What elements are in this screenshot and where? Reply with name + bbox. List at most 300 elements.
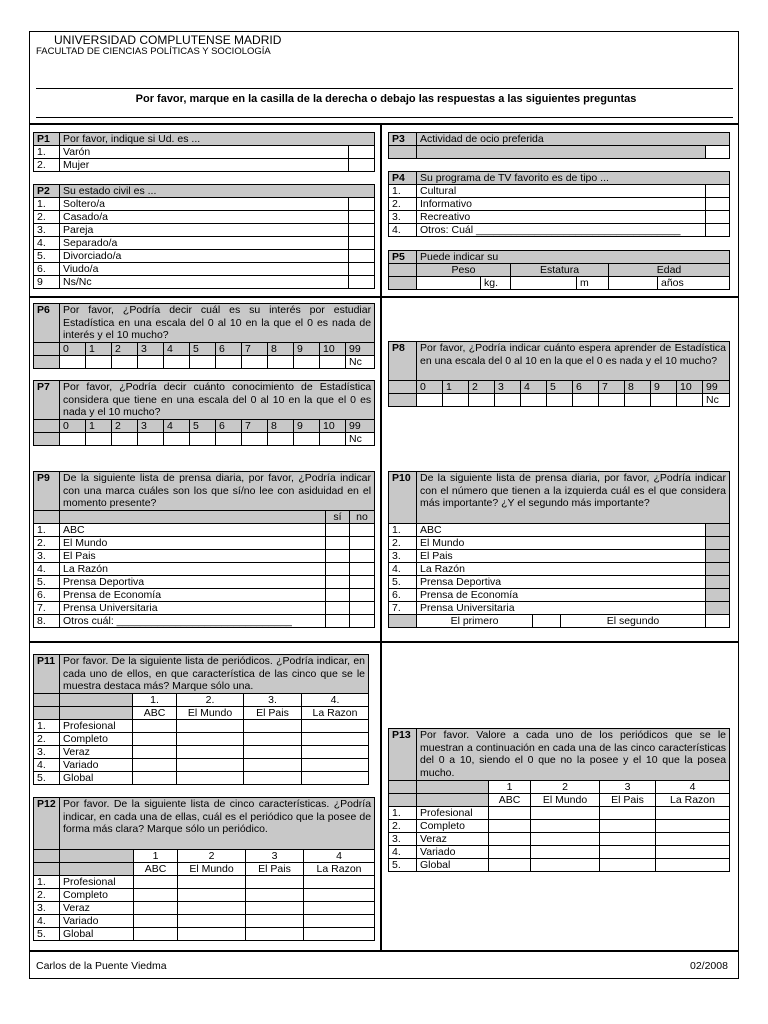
nc-box[interactable]: Nc — [703, 394, 730, 407]
column-header: El Mundo — [531, 794, 600, 807]
row-label: Global — [60, 772, 133, 785]
row-number: 2. — [34, 733, 60, 746]
option-label: Separado/a — [60, 237, 349, 250]
answer-cell[interactable] — [489, 846, 531, 859]
question-id: P7 — [34, 381, 60, 420]
answer-cell[interactable] — [244, 759, 302, 772]
column-number: 4 — [656, 781, 730, 794]
scale-box[interactable] — [60, 433, 86, 446]
scale-label: 3 — [495, 381, 521, 394]
second-choice-box[interactable] — [706, 615, 730, 628]
answer-cell[interactable] — [134, 889, 178, 902]
scale-box[interactable] — [216, 433, 242, 446]
question-id: P1 — [34, 133, 60, 146]
option-label: El Mundo — [417, 537, 706, 550]
table-row — [34, 746, 369, 759]
column-header: El Pais — [246, 863, 304, 876]
list-item — [34, 615, 375, 628]
answer-cell[interactable] — [244, 772, 302, 785]
answer-cell[interactable] — [177, 772, 244, 785]
answer-cell[interactable] — [246, 915, 304, 928]
answer-cell[interactable] — [246, 928, 304, 941]
edad-input[interactable] — [609, 277, 658, 290]
scale-box[interactable] — [268, 433, 294, 446]
answer-cell[interactable] — [531, 820, 600, 833]
answer-cell[interactable] — [302, 772, 369, 785]
scale-box[interactable] — [294, 356, 320, 369]
option-label: Soltero/a — [60, 198, 349, 211]
scale-label: 0 — [60, 420, 86, 433]
scale-label: 2 — [112, 420, 138, 433]
option-number: 3. — [34, 224, 60, 237]
option-row — [34, 263, 375, 276]
footer-date: 02/2008 — [690, 960, 728, 972]
yes-box[interactable] — [326, 576, 350, 589]
question-text: Por favor. Valore a cada uno de los periódicos que se le muestran a continuación en cada una de las cinco características del 0 a 10, siendo el 0 que no la posee y el 10 que la posea mucho. — [417, 729, 730, 781]
option-row — [34, 224, 375, 237]
option-number: 5. — [34, 250, 60, 263]
answer-box[interactable] — [349, 263, 375, 276]
scale-box[interactable] — [216, 356, 242, 369]
table-row — [34, 928, 375, 941]
question-id: P12 — [34, 798, 60, 850]
scale-label: 6 — [216, 420, 242, 433]
row-number: 1. — [389, 807, 417, 820]
edad-header: Edad — [609, 264, 730, 277]
list-item — [34, 589, 375, 602]
answer-cell[interactable] — [600, 859, 656, 872]
answer-cell[interactable] — [134, 915, 178, 928]
scale-label: 1 — [86, 343, 112, 356]
answer-cell[interactable] — [177, 746, 244, 759]
yes-header: sí — [326, 511, 350, 524]
answer-cell[interactable] — [177, 759, 244, 772]
column-number: 1 — [134, 850, 178, 863]
answer-box[interactable] — [349, 224, 375, 237]
option-label: Prensa Universitaria — [60, 602, 326, 615]
question-text: Su programa de TV favorito es de tipo ... — [417, 172, 730, 185]
answer-cell[interactable] — [134, 902, 178, 915]
answer-box[interactable] — [349, 250, 375, 263]
yes-box[interactable] — [326, 589, 350, 602]
answer-box[interactable] — [706, 198, 730, 211]
question-p9 — [33, 471, 375, 628]
option-label: El Mundo — [60, 537, 326, 550]
scale-label: 7 — [242, 420, 268, 433]
option-label: El Pais — [417, 550, 706, 563]
answer-cell[interactable] — [600, 807, 656, 820]
scale-label: 9 — [294, 420, 320, 433]
answer-cell[interactable] — [133, 720, 177, 733]
answer-cell[interactable] — [531, 807, 600, 820]
answer-box[interactable] — [349, 146, 375, 159]
option-number: 5. — [34, 576, 60, 589]
table-row — [34, 772, 369, 785]
answer-cell[interactable] — [656, 807, 730, 820]
row-label: Veraz — [60, 902, 134, 915]
row-number: 1. — [34, 720, 60, 733]
answer-cell[interactable] — [246, 902, 304, 915]
scale-box[interactable] — [190, 433, 216, 446]
option-label: Prensa Universitaria — [417, 602, 706, 615]
no-box[interactable] — [350, 576, 375, 589]
answer-box[interactable] — [706, 146, 730, 159]
list-item — [34, 576, 375, 589]
table-row — [34, 902, 375, 915]
question-p12 — [33, 797, 375, 941]
nc-box[interactable]: Nc — [346, 433, 375, 446]
scale-label: 6 — [573, 381, 599, 394]
scale-answer-row — [389, 394, 730, 407]
scale-box[interactable] — [469, 394, 495, 407]
scale-box[interactable] — [242, 356, 268, 369]
answer-cell[interactable] — [600, 820, 656, 833]
option-label: Pareja — [60, 224, 349, 237]
list-item — [389, 550, 730, 563]
question-p6 — [33, 303, 375, 369]
scale-box[interactable] — [320, 356, 346, 369]
question-text: Su estado civil es ... — [60, 185, 375, 198]
answer-cell[interactable] — [177, 720, 244, 733]
yes-box[interactable] — [326, 602, 350, 615]
answer-cell[interactable] — [489, 807, 531, 820]
yes-box[interactable] — [326, 563, 350, 576]
column-divider — [380, 124, 382, 950]
answer-cell[interactable] — [244, 746, 302, 759]
answer-cell[interactable] — [302, 759, 369, 772]
column-number: 4 — [304, 850, 375, 863]
unit-anos: años — [658, 277, 730, 290]
scale-box[interactable] — [599, 394, 625, 407]
scale-label: 10 — [677, 381, 703, 394]
scale-label: 0 — [60, 343, 86, 356]
question-id: P9 — [34, 472, 60, 511]
option-label: La Razón — [417, 563, 706, 576]
scale-label: 99 — [346, 420, 375, 433]
column-number: 3. — [244, 694, 302, 707]
instruction: Por favor, marque en la casilla de la derecha o debajo las respuestas a las siguientes preguntas — [135, 93, 637, 105]
row-number: 5. — [389, 859, 417, 872]
table-row — [389, 846, 730, 859]
scale-box[interactable] — [268, 356, 294, 369]
option-label: Divorciado/a — [60, 250, 349, 263]
option-number: 3. — [389, 550, 417, 563]
column-header: La Razon — [304, 863, 375, 876]
column-number: 1. — [133, 694, 177, 707]
option-label: Mujer — [60, 159, 349, 172]
scale-box[interactable] — [164, 356, 190, 369]
option-number: 1. — [389, 524, 417, 537]
option-number: 1. — [34, 146, 60, 159]
answer-cell[interactable] — [656, 820, 730, 833]
divider — [36, 117, 733, 118]
scale-label: 6 — [216, 343, 242, 356]
question-text: De la siguiente lista de prensa diaria, por favor, ¿Podría indicar con una marca cuáles son los que sí/no lee con asiduidad en el momento presente? — [60, 472, 375, 511]
option-row — [34, 159, 375, 172]
no-box[interactable] — [350, 602, 375, 615]
answer-cell[interactable] — [304, 902, 375, 915]
table-row — [389, 833, 730, 846]
row-label: Veraz — [417, 833, 489, 846]
question-text: Por favor, ¿Podría indicar cuánto espera aprender de Estadística en una escala del 0 al 10 en la que el 0 es nada y el 10 mucho? — [417, 342, 730, 381]
nc-box[interactable]: Nc — [346, 356, 375, 369]
question-p10 — [388, 471, 730, 628]
scale-box[interactable] — [112, 433, 138, 446]
scale-box[interactable] — [417, 394, 443, 407]
answer-cell[interactable] — [133, 746, 177, 759]
option-label: Ns/Nc — [60, 276, 349, 289]
option-label: Cultural — [417, 185, 706, 198]
answer-cell[interactable] — [489, 859, 531, 872]
answer-cell[interactable] — [133, 772, 177, 785]
yes-box[interactable] — [326, 550, 350, 563]
option-row — [389, 224, 730, 237]
answer-cell[interactable] — [304, 876, 375, 889]
scale-box[interactable] — [547, 394, 573, 407]
answer-cell[interactable] — [177, 733, 244, 746]
answer-cell[interactable] — [246, 876, 304, 889]
answer-cell[interactable] — [489, 833, 531, 846]
list-item — [389, 537, 730, 550]
list-item — [34, 602, 375, 615]
scale-label: 8 — [625, 381, 651, 394]
question-id: P11 — [34, 655, 60, 694]
no-header: no — [350, 511, 375, 524]
scale-label: 8 — [268, 420, 294, 433]
answer-cell[interactable] — [656, 846, 730, 859]
option-number: 7. — [389, 602, 417, 615]
option-number: 2. — [34, 159, 60, 172]
scale-box[interactable] — [138, 433, 164, 446]
option-label: Recreativo — [417, 211, 706, 224]
answer-cell[interactable] — [244, 720, 302, 733]
scale-label: 2 — [469, 381, 495, 394]
option-label: Prensa Deportiva — [417, 576, 706, 589]
answer-cell[interactable] — [134, 876, 178, 889]
section-divider — [30, 123, 738, 125]
question-p3 — [388, 132, 730, 159]
yes-box[interactable] — [326, 524, 350, 537]
option-number: 4. — [34, 237, 60, 250]
row-number: 2. — [34, 889, 60, 902]
answer-box[interactable] — [706, 185, 730, 198]
question-p5 — [388, 250, 730, 290]
answer-box[interactable] — [706, 211, 730, 224]
answer-cell[interactable] — [302, 746, 369, 759]
row-number: 4. — [34, 759, 60, 772]
option-number: 4. — [389, 563, 417, 576]
option-number: 6. — [34, 263, 60, 276]
option-number: 1. — [34, 524, 60, 537]
row-number: 5. — [34, 928, 60, 941]
section-divider — [30, 641, 738, 643]
peso-input[interactable] — [417, 277, 481, 290]
option-number: 2. — [389, 198, 417, 211]
list-item — [389, 602, 730, 615]
no-box[interactable] — [350, 524, 375, 537]
list-item — [389, 576, 730, 589]
scale-box[interactable] — [521, 394, 547, 407]
answer-cell[interactable] — [178, 902, 246, 915]
yes-box[interactable] — [326, 537, 350, 550]
no-box[interactable] — [350, 589, 375, 602]
question-id: P6 — [34, 304, 60, 343]
row-label: Completo — [60, 733, 133, 746]
list-item — [389, 524, 730, 537]
row-number: 4. — [389, 846, 417, 859]
option-row — [34, 211, 375, 224]
table-row — [34, 720, 369, 733]
answer-cell[interactable] — [133, 733, 177, 746]
answer-cell[interactable] — [304, 915, 375, 928]
no-box[interactable] — [350, 615, 375, 628]
list-item — [34, 524, 375, 537]
answer-cell[interactable] — [531, 833, 600, 846]
answer-cell[interactable] — [302, 720, 369, 733]
option-row — [34, 276, 375, 289]
answer-cell[interactable] — [246, 889, 304, 902]
section-divider — [30, 950, 738, 952]
option-label: Otros cuál: ______________________________ — [60, 615, 326, 628]
table-row — [389, 807, 730, 820]
option-label: ABC — [417, 524, 706, 537]
option-number: 9 — [34, 276, 60, 289]
table-row — [389, 820, 730, 833]
question-id: P3 — [389, 133, 417, 146]
list-item — [34, 537, 375, 550]
answer-cell[interactable] — [656, 859, 730, 872]
column-header: La Razon — [656, 794, 730, 807]
scale-box[interactable] — [86, 433, 112, 446]
scale-label: 9 — [294, 343, 320, 356]
answer-cell[interactable] — [600, 846, 656, 859]
scale-box[interactable] — [495, 394, 521, 407]
scale-label: 7 — [599, 381, 625, 394]
scale-label: 4 — [164, 420, 190, 433]
scale-box[interactable] — [625, 394, 651, 407]
first-choice-box[interactable] — [533, 615, 561, 628]
option-label: Casado/a — [60, 211, 349, 224]
answer-box[interactable] — [349, 211, 375, 224]
scale-label: 3 — [138, 420, 164, 433]
scale-box[interactable] — [443, 394, 469, 407]
answer-cell[interactable] — [489, 820, 531, 833]
option-label: La Razón — [60, 563, 326, 576]
no-box[interactable] — [350, 550, 375, 563]
scale-label: 5 — [190, 343, 216, 356]
scale-label: 10 — [320, 420, 346, 433]
option-number: 1. — [389, 185, 417, 198]
question-p8 — [388, 341, 730, 407]
column-number: 4. — [302, 694, 369, 707]
list-item — [389, 563, 730, 576]
scale-box[interactable] — [112, 356, 138, 369]
answer-cell[interactable] — [178, 915, 246, 928]
second-label: El segundo — [561, 615, 706, 628]
table-row — [34, 876, 375, 889]
scale-box[interactable] — [60, 356, 86, 369]
answer-box[interactable] — [349, 159, 375, 172]
row-number: 5. — [34, 772, 60, 785]
scale-label: 7 — [242, 343, 268, 356]
answer-cell[interactable] — [304, 928, 375, 941]
question-id: P10 — [389, 472, 417, 524]
scale-label: 3 — [138, 343, 164, 356]
option-row — [34, 237, 375, 250]
university-name: UNIVERSIDAD COMPLUTENSE MADRID — [54, 33, 282, 47]
option-row — [34, 198, 375, 211]
yes-box[interactable] — [326, 615, 350, 628]
answer-box[interactable] — [349, 198, 375, 211]
answer-cell[interactable] — [133, 759, 177, 772]
answer-cell[interactable] — [134, 928, 178, 941]
question-p11 — [33, 654, 369, 785]
scale-box[interactable] — [651, 394, 677, 407]
option-number: 2. — [34, 537, 60, 550]
scale-box[interactable] — [86, 356, 112, 369]
column-number: 2 — [178, 850, 246, 863]
scale-label: 9 — [651, 381, 677, 394]
row-label: Completo — [417, 820, 489, 833]
scale-box[interactable] — [677, 394, 703, 407]
answer-cell[interactable] — [600, 833, 656, 846]
row-label: Profesional — [60, 876, 134, 889]
option-number: 4. — [389, 224, 417, 237]
peso-header: Peso — [417, 264, 511, 277]
no-box[interactable] — [350, 563, 375, 576]
scale-label: 1 — [86, 420, 112, 433]
answer-cell[interactable] — [531, 859, 600, 872]
estatura-input[interactable] — [511, 277, 577, 290]
scale-box[interactable] — [164, 433, 190, 446]
answer-cell[interactable] — [531, 846, 600, 859]
answer-box[interactable] — [706, 224, 730, 237]
option-row — [389, 185, 730, 198]
column-header: El Mundo — [178, 863, 246, 876]
answer-cell[interactable] — [178, 889, 246, 902]
question-p2 — [33, 184, 375, 289]
scale-box[interactable] — [138, 356, 164, 369]
scale-label: 4 — [164, 343, 190, 356]
question-text: Por favor, ¿Podría decir cuál es su interés por estudiar Estadística en una escala del 0 al 10 en la que el 0 es nada de interés y el 10 mucho? — [60, 304, 375, 343]
scale-label: 0 — [417, 381, 443, 394]
answer-cell[interactable] — [656, 833, 730, 846]
question-text: Puede indicar su — [417, 251, 730, 264]
answer-cell[interactable] — [244, 733, 302, 746]
question-p4 — [388, 171, 730, 237]
answer-cell[interactable] — [178, 876, 246, 889]
row-number: 2. — [389, 820, 417, 833]
answer-box[interactable] — [349, 276, 375, 289]
column-header: ABC — [133, 707, 177, 720]
option-row — [389, 211, 730, 224]
scale-box[interactable] — [242, 433, 268, 446]
option-label: Viudo/a — [60, 263, 349, 276]
answer-cell[interactable] — [178, 928, 246, 941]
scale-box[interactable] — [190, 356, 216, 369]
scale-box[interactable] — [320, 433, 346, 446]
no-box[interactable] — [350, 537, 375, 550]
question-text: Por favor, ¿Podría decir cuánto conocimiento de Estadística considera que tiene en una escala del 0 al 10 en la que el 0 es nada y el 10 mucho? — [60, 381, 375, 420]
scale-box[interactable] — [294, 433, 320, 446]
answer-box[interactable] — [349, 237, 375, 250]
answer-cell[interactable] — [302, 733, 369, 746]
option-row — [34, 146, 375, 159]
answer-cell[interactable] — [304, 889, 375, 902]
scale-box[interactable] — [573, 394, 599, 407]
option-label: Prensa de Economía — [417, 589, 706, 602]
estatura-header: Estatura — [511, 264, 609, 277]
